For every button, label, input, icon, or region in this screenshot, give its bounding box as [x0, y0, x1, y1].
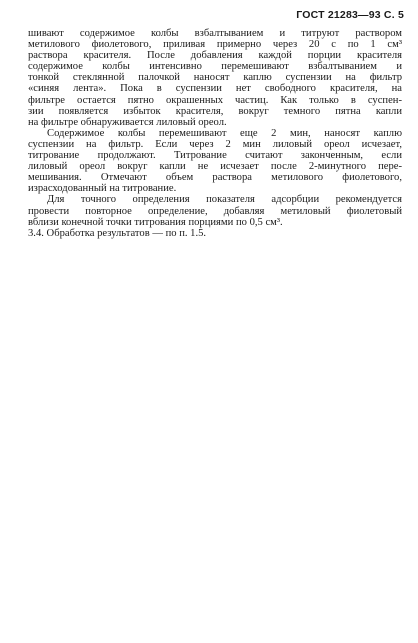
paragraph-repeat-determination — [28, 194, 402, 227]
section-3-4-heading — [28, 228, 402, 239]
text-line: содержимое колбы интенсивно перемешивают взбалтыванием и — [28, 61, 402, 73]
text-line: 3.4. Обработка результатов — по п. 1.5. — [28, 227, 207, 239]
text-line: провести повторное определение, добавляя метиловый фиолетовый — [28, 205, 402, 217]
text-line: метилового фиолетового, приливая примерно через 20 с по 1 см³ — [28, 39, 402, 51]
text-line: «синяя лента». Пока в суспензии нет свободного красителя, на — [28, 83, 402, 95]
text-line: на фильтре обнаруживается лиловый ореол. — [28, 116, 227, 128]
text-line: шивают содержимое колбы взбалтыванием и титруют раствором — [28, 28, 402, 39]
text-line: лиловый ореол вокруг капли не исчезает после 2-минутного пере- — [28, 161, 402, 173]
text-line: Для точного определения показателя адсорбции рекомендуется — [47, 194, 402, 206]
text-line: зии появляется избыток красителя, вокруг темного пятна капли — [28, 105, 402, 117]
text-line: израсходованный на титрование. — [28, 183, 177, 195]
text-line: вблизи конечной точки титрования порциями по 0,5 см³. — [28, 216, 283, 228]
text-line: фильтре остается пятно окрашенных частиц. Как только в суспен- — [28, 94, 402, 106]
paragraph-endpoint-check — [28, 128, 402, 195]
document-body — [28, 28, 402, 239]
text-line: Содержимое колбы перемешивают еще 2 мин, наносят каплю — [47, 127, 402, 139]
text-line: титрование продолжают. Титрование считают законченным, если — [28, 150, 402, 162]
text-line: мешивания. Отмечают объем раствора метилового фиолетового, — [28, 172, 402, 184]
text-line: тонкой стеклянной палочкой наносят каплю суспензии на фильтр — [28, 72, 402, 84]
text-line: суспензии на фильтр. Если через 2 мин лиловый ореол исчезает, — [28, 138, 402, 150]
text-line: раствора красителя. После добавления каждой порции красителя — [28, 50, 402, 62]
page-header: ГОСТ 21283—93 С. 5 — [296, 9, 404, 21]
paragraph-titration-procedure — [28, 28, 402, 128]
